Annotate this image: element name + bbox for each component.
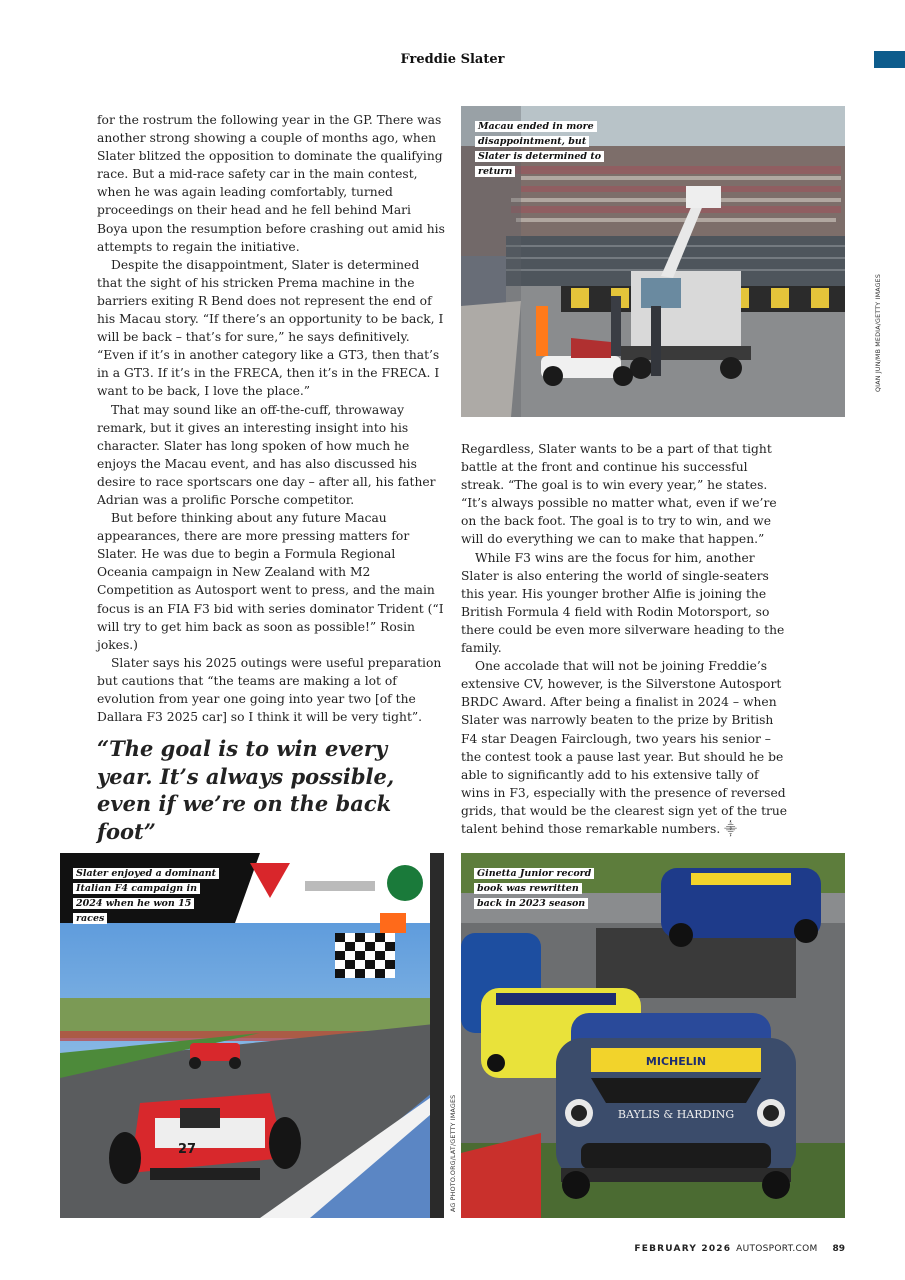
- article-column-left: [97, 111, 445, 726]
- article-column-right: [461, 440, 791, 838]
- photo-caption: Ginetta Junior record book was rewritten back in 2023 season: [474, 866, 604, 911]
- paragraph: Slater says his 2025 outings were useful preparation but cautions that “the teams are making a lot of evolution from year one going into year two [of the Dallara F3 2025 car] so I think it will be very tight”.: [97, 655, 442, 725]
- paragraph: But before thinking about any future Macau appearances, there are more pressing matters for Slater. He was due to begin a Formula Regional Oceania campaign in New Zealand with M2 Competition as Autosport went to press, and the main focus is an FIA F3 bid with series dominator Trident (“I will try to get him back as soon as possible!” Rosin jokes.): [97, 511, 444, 652]
- tyre-brand-banner: MICHELIN: [645, 1055, 707, 1068]
- paragraph: Despite the disappointment, Slater is determined that the sight of his stricken Prema machine in the barriers exiting R Bend does not represent the end of his Macau story. “If there’s an opportunity to be back, I will be back – that’s for sure,” he says definitively. “Even if it’s in another category like a GT3, then that’s in a GT3. If it’s in the FRECA, then it’s in the FRECA. I want to be back, I love the place.”: [97, 257, 444, 399]
- ginetta-junior-photo: [461, 853, 845, 1218]
- macau-crash-photo: [461, 106, 845, 417]
- photo-caption: Slater enjoyed a dominant Italian F4 campaign in 2024 when he won 15 races: [73, 866, 218, 926]
- section-color-tab: [874, 51, 905, 68]
- paragraph: That may sound like an off-the-cuff, throwaway remark, but it gives an interesting insight into his character. Slater has long spoken of how much he enjoys the Macau event, and has also discussed his desire to race sportscars one day – after all, his father Adrian was a prolific Porsche competitor.: [97, 402, 436, 507]
- photo-caption: Macau ended in more disappointment, but Slater is determined to return: [475, 119, 615, 179]
- photo-credit: AG PHOTO.ORG/LAT/GETTY IMAGES: [450, 1094, 457, 1212]
- car-number: 27: [178, 1142, 197, 1157]
- page-footer: [634, 1244, 845, 1254]
- italian-f4-photo: [60, 853, 444, 1218]
- photo-credit: QIAN JUN/MB MEDIA/GETTY IMAGES: [875, 273, 882, 392]
- paragraph: Regardless, Slater wants to be a part of that tight battle at the front and continue his successful streak. “The goal is to win every year,” he states. “It’s always possible no matter what, even if we’re on the back foot. The goal is to try to win, and we will do everything we can to make that happen.”: [461, 442, 777, 547]
- paragraph: While F3 wins are the focus for him, another Slater is also entering the world of single-seaters this year. His younger brother Alfie is joining the British Formula 4 field with Rodin Motorsport, so there could be even more silverware heading to the family.: [461, 550, 785, 656]
- paragraph: for the rostrum the following year in the GP. There was another strong showing a couple of months ago, when Slater blitzed the opposition to dominate the qualifying race. But a mid-race safety car in the main contest, when he was again leading comfortably, turned proceedings on their head and he fell behind Mari Boya upon the resumption before crashing out amid his attempts to regain the initiative.: [97, 113, 445, 254]
- paragraph: One accolade that will not be joining Freddie’s extensive CV, however, is the Silverstone Autosport BRDC Award. After being a finalist in 2024 – when Slater was narrowly beaten to the prize by British F4 star Deagen Fairclough, two years his senior – the contest took a pause last year. But should he be able to significantly add to his extensive tally of wins in F3, especially with the presence of reversed grids, that would be the clearest sign yet of the true talent behind those remarkable numbers. ⸎: [461, 659, 788, 836]
- pull-quote: “The goal is to win every year. It’s always possible, even if we’re on the back foot”: [97, 736, 395, 844]
- running-header: Freddie Slater: [400, 52, 505, 67]
- sponsor-logo: BAYLIS & HARDING: [617, 1108, 735, 1121]
- issue-date: FEBRUARY 2026: [634, 1244, 732, 1254]
- page-number: 89: [832, 1244, 845, 1254]
- site-name: AUTOSPORT.COM: [736, 1244, 818, 1254]
